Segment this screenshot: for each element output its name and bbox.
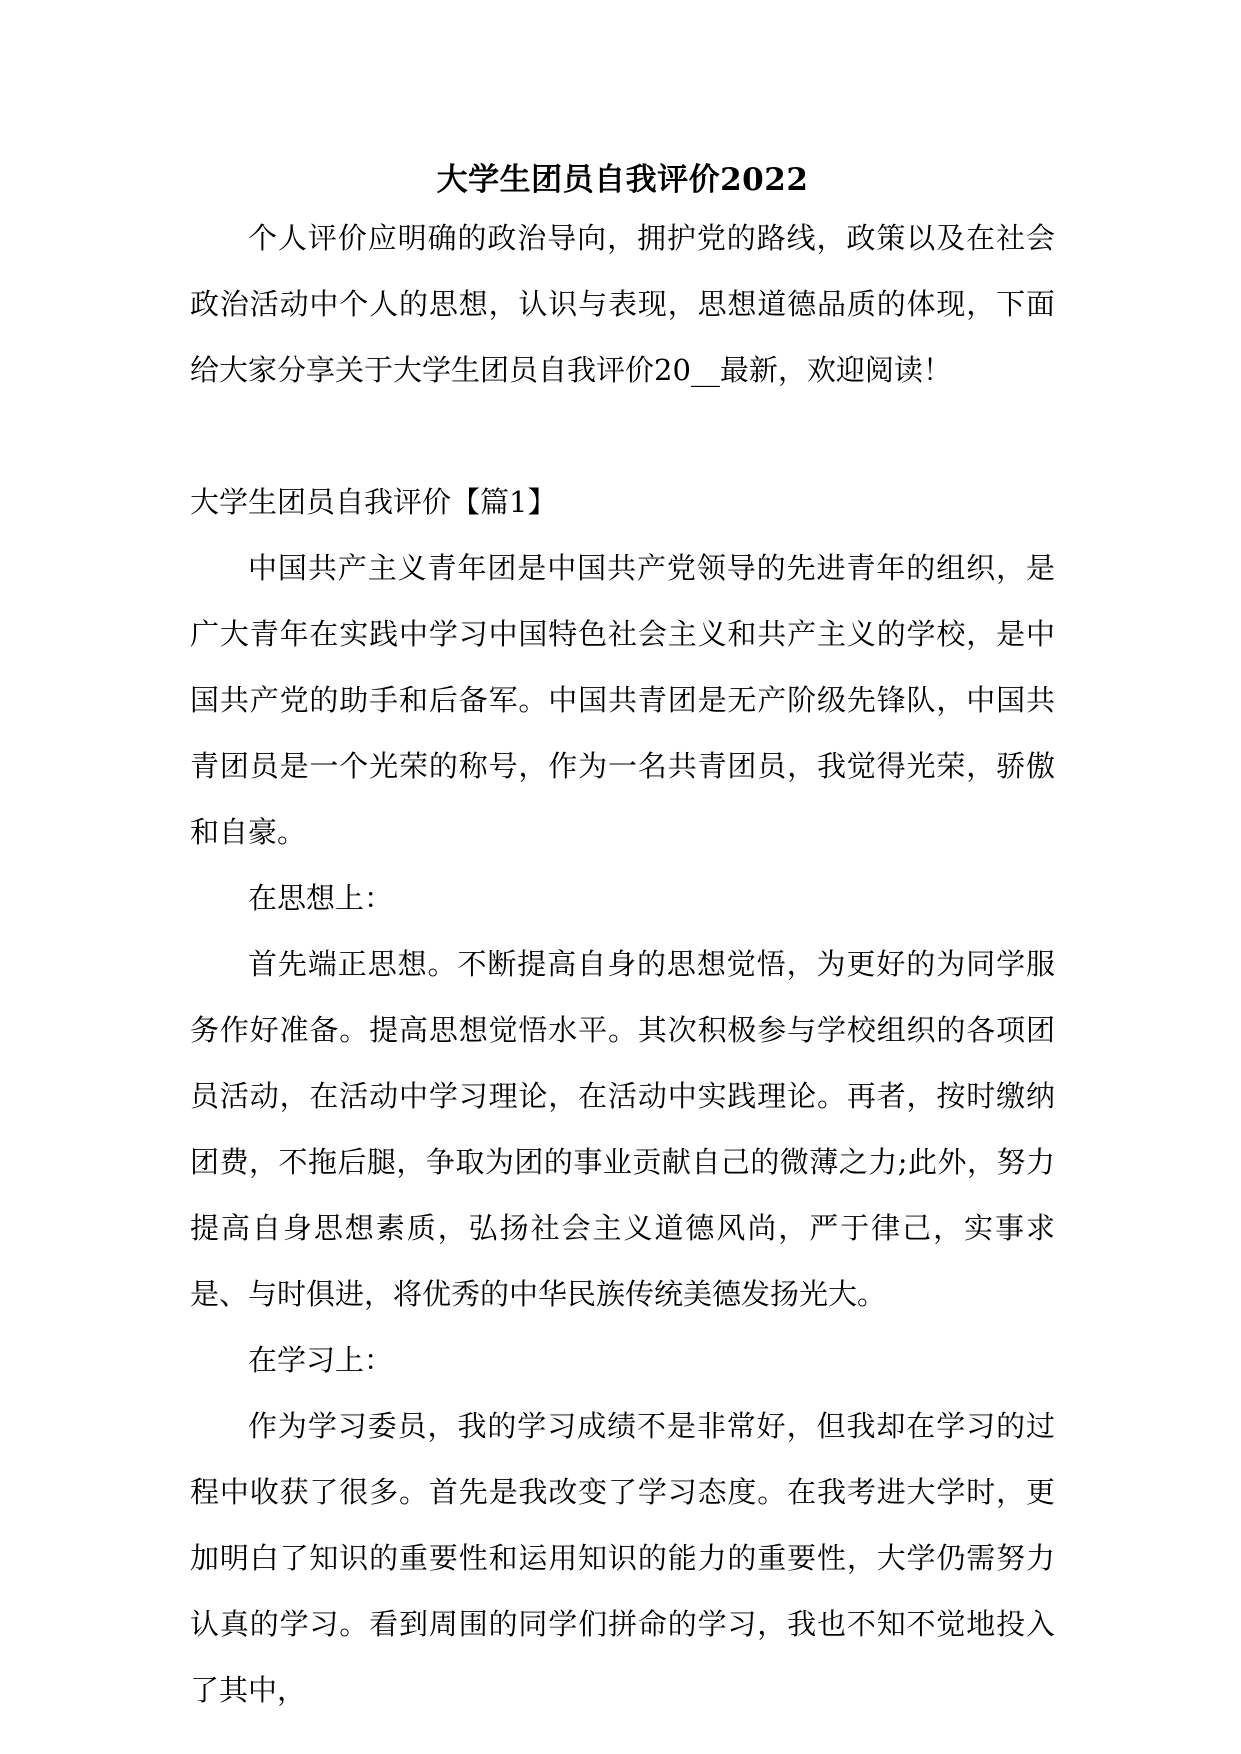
section-heading: 大学生团员自我评价【篇1】 <box>190 485 557 519</box>
document-title: 大学生团员自我评价2022 <box>436 162 809 198</box>
intro-paragraph: 个人评价应明确的政治导向，拥护党的路线，政策以及在社会政治活动中个人的思想，认识与表现，思想道德品质的体现，下面给大家分享关于大学生团员自我评价20__最新，欢迎阅读！ <box>190 221 1055 387</box>
subheading-thought: 在思想上： <box>248 881 394 915</box>
body-paragraph: 首先端正思想。不断提高自身的思想觉悟，为更好的为同学服务作好准备。提高思想觉悟水平。其次积极参与学校组织的各项团员活动，在活动中学习理论，在活动中实践理论。再者，按时缴纳团费，不拖后腿，争取为团的事业贡献自己的微薄之力;此外，努力提高自身思想素质，弘扬社会主义道德风尚，严于律己，实事求是、与时俱进，将优秀的中华民族传统美德发扬光大。 <box>190 947 1055 1311</box>
subheading-study: 在学习上： <box>248 1343 394 1377</box>
document-body <box>190 155 1055 1723</box>
body-paragraph: 作为学习委员，我的学习成绩不是非常好，但我却在学习的过程中收获了很多。首先是我改变了学习态度。在我考进大学时，更加明白了知识的重要性和运用知识的能力的重要性，大学仍需努力认真的学习。看到周围的同学们拼命的学习，我也不知不觉地投入了其中， <box>190 1409 1055 1707</box>
body-paragraph: 中国共产主义青年团是中国共产党领导的先进青年的组织，是广大青年在实践中学习中国特色社会主义和共产主义的学校，是中国共产党的助手和后备军。中国共青团是无产阶级先锋队，中国共青团员是一个光荣的称号，作为一名共青团员，我觉得光荣，骄傲和自豪。 <box>190 551 1055 849</box>
